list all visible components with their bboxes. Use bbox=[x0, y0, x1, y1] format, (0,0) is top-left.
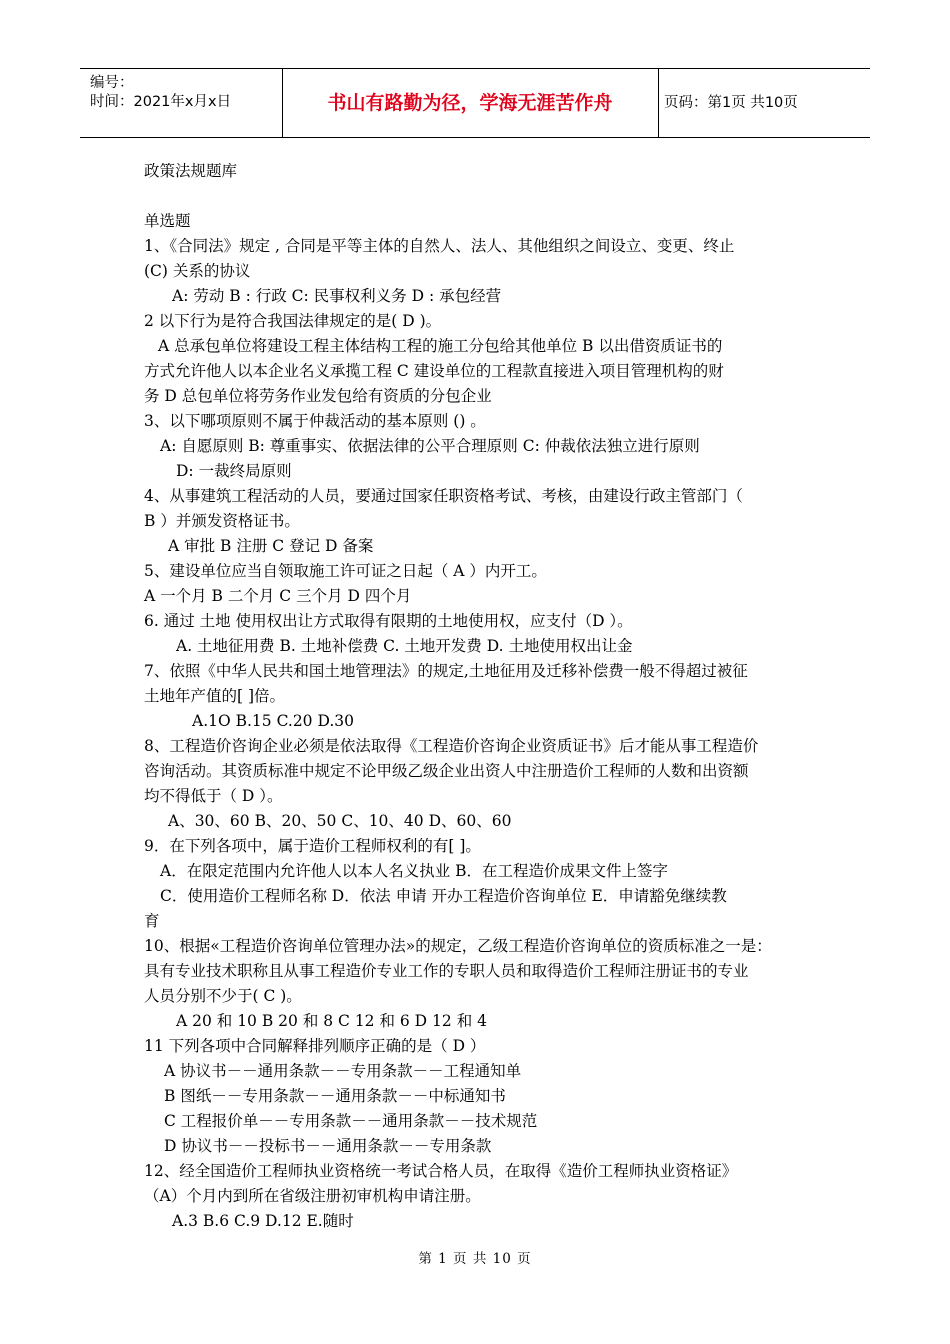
document-title: 政策法规题库 bbox=[144, 162, 238, 180]
text-line: A.1O B.15 C.20 D.30 bbox=[192, 712, 354, 730]
section-heading: 单选题 bbox=[144, 212, 191, 230]
header-divider bbox=[282, 69, 283, 137]
text-line: C 工程报价单－－专用条款－－通用条款－－技术规范 bbox=[164, 1112, 538, 1130]
text-line: D: 一裁终局原则 bbox=[176, 462, 292, 480]
text-line: C．使用造价工程师名称 D．依法 申请 开办工程造价咨询单位 E．申请豁免继续教 bbox=[160, 887, 727, 905]
date-label: 时间：2021年x月x日 bbox=[90, 94, 232, 110]
text-line: 1、《合同法》规定 , 合同是平等主体的自然人、法人、其他组织之间设立、变更、终止 bbox=[144, 237, 735, 255]
header-meta bbox=[80, 69, 282, 137]
text-line: 具有专业技术职称且从事工程造价专业工作的专职人员和取得造价工程师注册证书的专业 bbox=[144, 962, 749, 980]
text-line: A、30、60 B、20、50 C、10、40 D、60、60 bbox=[168, 812, 512, 830]
text-line: 6. 通过 土地 使用权出让方式取得有限期的土地使用权，应支付（D ）。 bbox=[144, 612, 633, 630]
header-divider bbox=[658, 69, 659, 137]
text-line: A: 自愿原则 B: 尊重事实、依据法律的公平合理原则 C: 仲裁依法独立进行原则 bbox=[160, 437, 700, 455]
text-line: A.3 B.6 C.9 D.12 E.随时 bbox=[172, 1212, 354, 1230]
header-page-code: 页码：第1页 共10页 bbox=[664, 95, 798, 111]
page-footer: 第 1 页 共 10 页 bbox=[418, 1251, 532, 1267]
text-line: 咨询活动。其资质标准中规定不论甲级乙级企业出资人中注册造价工程师的人数和出资额 bbox=[144, 762, 749, 780]
text-line: A. 土地征用费 B. 土地补偿费 C. 土地开发费 D. 土地使用权出让金 bbox=[176, 637, 633, 655]
header-motto: 书山有路勤为径，学海无涯苦作舟 bbox=[327, 92, 613, 114]
text-line: 9．在下列各项中，属于造价工程师权利的有[ ]。 bbox=[144, 837, 481, 855]
text-line: 方式允许他人以本企业名义承揽工程 C 建设单位的工程款直接进入项目管理机构的财 bbox=[144, 362, 724, 380]
text-line: B 图纸－－专用条款－－通用条款－－中标通知书 bbox=[164, 1087, 506, 1105]
page-header bbox=[80, 68, 870, 138]
text-line: 7、依照《中华人民共和国土地管理法》的规定,土地征用及迁移补偿费一般不得超过被征 bbox=[144, 662, 748, 680]
text-line: A: 劳动 B : 行政 C: 民事权利义务 D : 承包经营 bbox=[172, 287, 502, 305]
text-line: 12、经全国造价工程师执业资格统一考试合格人员，在取得《造价工程师执业资格证》 bbox=[144, 1162, 738, 1180]
text-line: 11 下列各项中合同解释排列顺序正确的是（ D ） bbox=[144, 1037, 486, 1055]
text-line: A 总承包单位将建设工程主体结构工程的施工分包给其他单位 B 以出借资质证书的 bbox=[158, 337, 723, 355]
text-line: A 审批 B 注册 C 登记 D 备案 bbox=[168, 537, 374, 555]
text-line: （A）个月内到所在省级注册初审机构申请注册。 bbox=[144, 1187, 481, 1205]
text-line: A 20 和 10 B 20 和 8 C 12 和 6 D 12 和 4 bbox=[176, 1012, 487, 1030]
text-line: D 协议书－－投标书－－通用条款－－专用条款 bbox=[164, 1137, 492, 1155]
text-line: 10、根据«工程造价咨询单位管理办法»的规定，乙级工程造价咨询单位的资质标准之一是： bbox=[144, 937, 772, 955]
text-line: 3、以下哪项原则不属于仲裁活动的基本原则 () 。 bbox=[144, 412, 486, 430]
text-line: 均不得低于（ D ）。 bbox=[144, 787, 283, 805]
text-line: A．在限定范围内允许他人以本人名义执业 B．在工程造价成果文件上签字 bbox=[160, 862, 669, 880]
text-line: 4、从事建筑工程活动的人员，要通过国家任职资格考试、考核，由建设行政主管部门（ bbox=[144, 487, 743, 505]
text-line: 5、建设单位应当自领取施工许可证之日起（ A ）内开工。 bbox=[144, 562, 547, 580]
text-line: A 协议书－－通用条款－－专用条款－－工程通知单 bbox=[164, 1062, 522, 1080]
text-line: 土地年产值的[ ]倍。 bbox=[144, 687, 286, 705]
text-line: B ）并颁发资格证书。 bbox=[144, 512, 300, 530]
text-line: 2 以下行为是符合我国法律规定的是( D )。 bbox=[144, 312, 442, 330]
serial-number-label: 编号： bbox=[90, 75, 134, 91]
text-line: 人员分别不少于( C )。 bbox=[144, 987, 302, 1005]
text-line: A 一个月 B 二个月 C 三个月 D 四个月 bbox=[144, 587, 412, 605]
text-line: 务 D 总包单位将劳务作业发包给有资质的分包企业 bbox=[144, 387, 492, 405]
text-line: 育 bbox=[144, 912, 160, 930]
text-line: 8、工程造价咨询企业必须是依法取得《工程造价咨询企业资质证书》后才能从事工程造价 bbox=[144, 737, 759, 755]
text-line: (C) 关系的协议 bbox=[144, 262, 251, 280]
